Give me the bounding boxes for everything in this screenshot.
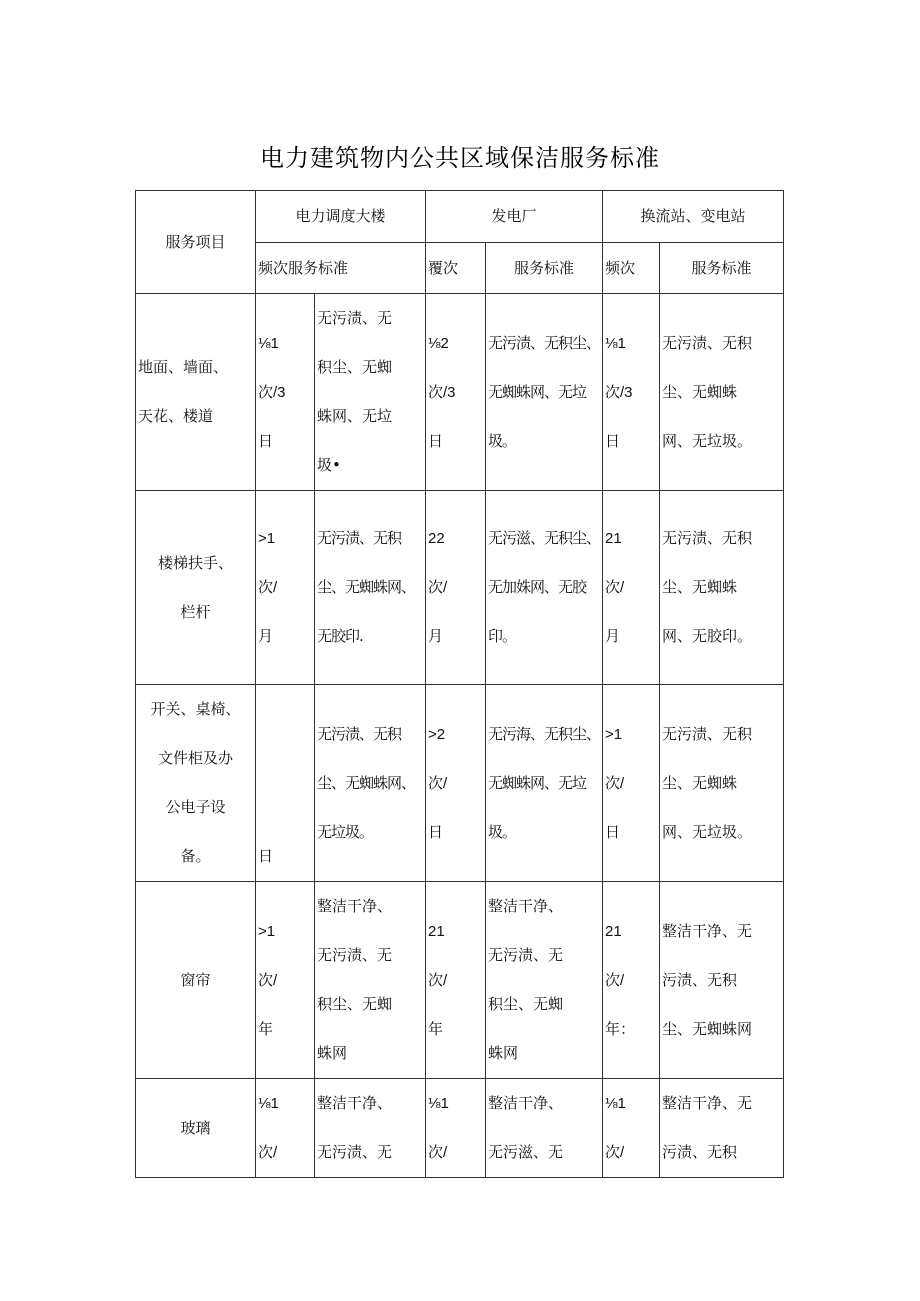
- standard-cell: 无污渍、无积 尘、无蜘蛛 网、无胶印。: [660, 491, 784, 685]
- header-service-item: 服务项目: [136, 191, 256, 294]
- header-standard-3: 服务标准: [660, 243, 784, 294]
- table-row: [136, 685, 784, 882]
- service-item-cell: 窗帘: [136, 882, 256, 1079]
- header-building-substation: 换流站、变电站: [603, 191, 784, 243]
- frequency-cell: 21 次/ 月: [603, 491, 660, 685]
- frequency-cell: ⅛1 次/: [256, 1079, 315, 1178]
- frequency-cell: ⅛1 次/3 日: [603, 294, 660, 491]
- frequency-cell: ⅛1 次/: [603, 1079, 660, 1178]
- service-item-cell: 楼梯扶手、 栏杆: [136, 491, 256, 685]
- frequency-cell: 日: [256, 685, 315, 882]
- frequency-cell: ⅛2 次/3 日: [426, 294, 486, 491]
- standard-cell: 整洁干净、无 污渍、无积 尘、无蜘蛛网: [660, 882, 784, 1079]
- header-row-buildings: [136, 191, 784, 243]
- table-row: [136, 882, 784, 1079]
- standard-cell: 整洁干净、无 污渍、无积: [660, 1079, 784, 1178]
- frequency-cell: >2 次/ 日: [426, 685, 486, 882]
- header-building-power-plant: 发电厂: [426, 191, 603, 243]
- header-standard-2: 服务标准: [486, 243, 603, 294]
- standard-cell: 无污渍、无积 尘、无蜘蛛 网、无垃圾。: [660, 685, 784, 882]
- standard-cell: 无污渍、无积 尘、无蜘蛛网、 无胶印.: [315, 491, 426, 685]
- table-row: [136, 1079, 784, 1178]
- header-freq-2: 覆次: [426, 243, 486, 294]
- standard-cell: 整洁干净、 无污渍、无 积尘、无蜘 蛛网: [486, 882, 603, 1079]
- service-standard-table: [135, 190, 784, 1178]
- frequency-cell: >1 次/ 年: [256, 882, 315, 1079]
- standard-cell: 无污渍、无积 尘、无蜘蛛网、 无垃圾。: [315, 685, 426, 882]
- standard-cell: 整洁干净、 无污滋、无: [486, 1079, 603, 1178]
- header-freq-standard-1: 频次服务标准: [256, 243, 426, 294]
- service-item-cell: 地面、墙面、 天花、楼道: [136, 294, 256, 491]
- frequency-cell: ⅛1 次/3 日: [256, 294, 315, 491]
- frequency-cell: >1 次/ 日: [603, 685, 660, 882]
- service-item-cell: 开关、桌椅、 文件柜及办 公电子设 备。: [136, 685, 256, 882]
- frequency-cell: 21 次/ 年：: [603, 882, 660, 1079]
- service-item-cell: 玻璃: [136, 1079, 256, 1178]
- table-row: [136, 491, 784, 685]
- standard-cell: 无污滋、无积尘、 无加姝网、无胶 印。: [486, 491, 603, 685]
- header-building-dispatch: 电力调度大楼: [256, 191, 426, 243]
- frequency-cell: 21 次/ 年: [426, 882, 486, 1079]
- standard-cell: 无污渍、无积 尘、无蜘蛛 网、无垃圾。: [660, 294, 784, 491]
- standard-cell: 整洁干净、 无污渍、无 积尘、无蜘 蛛网: [315, 882, 426, 1079]
- frequency-cell: ⅛1 次/: [426, 1079, 486, 1178]
- header-freq-3: 频次: [603, 243, 660, 294]
- frequency-cell: >1 次/ 月: [256, 491, 315, 685]
- standard-cell: 无污渍、无积尘、 无蜘蛛网、无垃 圾。: [486, 294, 603, 491]
- standard-cell: 整洁干净、 无污渍、无: [315, 1079, 426, 1178]
- standard-cell: 无污海、无积尘、 无蜘蛛网、无垃 圾。: [486, 685, 603, 882]
- frequency-cell: 22 次/ 月: [426, 491, 486, 685]
- page-title: 电力建筑物内公共区域保洁服务标准: [260, 144, 660, 172]
- standard-cell: 无污渍、无 积尘、无蜘 蛛网、无垃 圾•: [315, 294, 426, 491]
- table-row: [136, 294, 784, 491]
